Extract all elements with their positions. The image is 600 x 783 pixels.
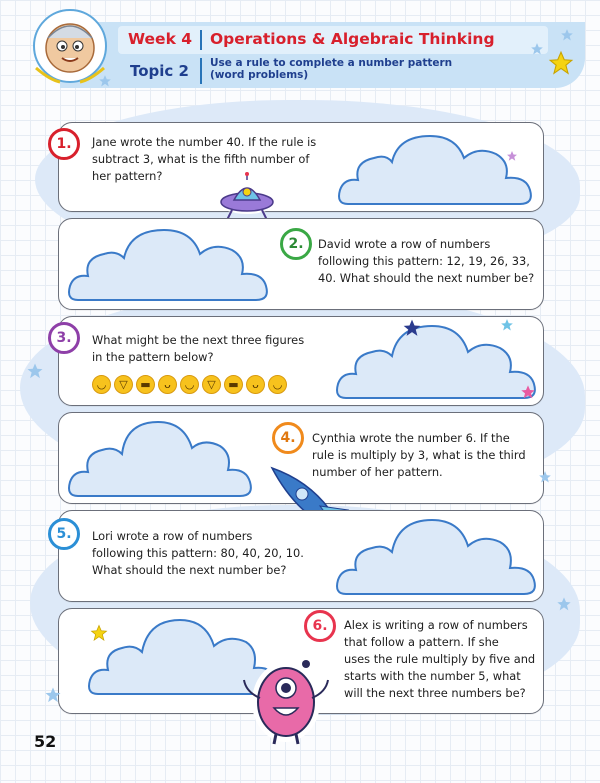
topic-description (210, 57, 452, 81)
question-line: David wrote a row of numbers (318, 237, 491, 251)
question-line: in the pattern below? (92, 350, 214, 364)
question-number-3: 3. (48, 322, 80, 354)
tongue-emoji-icon: ᴗ (246, 375, 265, 394)
star-icon (402, 318, 422, 338)
question-number-6: 6. (304, 610, 336, 642)
question-text-5 (92, 528, 304, 579)
smile-emoji-icon: ◡ (268, 375, 287, 394)
laugh-emoji-icon: ▽ (202, 375, 221, 394)
topic-label: Topic 2 (130, 62, 189, 80)
sunglasses-emoji-icon: ▬ (136, 375, 155, 394)
question-line: 40. What should the next number be? (318, 271, 535, 285)
question-text-2 (318, 236, 534, 287)
question-text-3 (92, 332, 304, 366)
answer-cloud-2[interactable] (66, 222, 272, 304)
answer-cloud-4[interactable] (66, 414, 256, 500)
star-icon (26, 362, 44, 380)
star-icon (530, 42, 544, 56)
topic-description-line: Use a rule to complete a number pattern (210, 57, 453, 69)
sunglasses-emoji-icon: ▬ (224, 375, 243, 394)
question-number-4: 4. (272, 422, 304, 454)
star-icon (506, 150, 518, 162)
question-line: subtract 3, what is the fifth number of (92, 152, 310, 166)
page-number: 52 (34, 732, 57, 751)
question-line: Alex is writing a row of numbers (344, 618, 528, 632)
answer-cloud-1[interactable] (336, 128, 536, 208)
answer-cloud-5[interactable] (334, 512, 538, 598)
star-icon (500, 318, 514, 332)
monster-sticker-icon (236, 652, 336, 746)
header-divider (200, 30, 202, 50)
smile-emoji-icon: ◡ (180, 375, 199, 394)
question-line: her pattern? (92, 169, 163, 183)
star-icon (560, 28, 574, 42)
question-line: rule is multiply by 3, what is the third (312, 448, 526, 462)
question-line: following this pattern: 80, 40, 20, 10. (92, 546, 304, 560)
star-icon (556, 596, 572, 612)
smile-emoji-icon: ◡ (92, 375, 111, 394)
question-line: What might be the next three figures (92, 333, 305, 347)
question-line: What should the next number be? (92, 563, 287, 577)
question-text-6 (344, 617, 535, 702)
header-divider (200, 58, 202, 84)
question-line: Cynthia wrote the number 6. If the (312, 431, 510, 445)
question-line: will the next three numbers be? (344, 686, 526, 700)
star-icon (538, 470, 552, 484)
question-text-1 (92, 134, 316, 185)
topic-description-line: (word problems) (210, 69, 309, 81)
question-line: that follow a pattern. If she (344, 635, 499, 649)
star-icon (44, 686, 62, 704)
tongue-emoji-icon: ᴗ (158, 375, 177, 394)
subject-label: Operations & Algebraic Thinking (210, 30, 495, 48)
question-line: number of her pattern. (312, 465, 443, 479)
question-line: following this pattern: 12, 19, 26, 33, (318, 254, 530, 268)
star-icon (520, 384, 536, 400)
question-line: Jane wrote the number 40. If the rule is (92, 135, 317, 149)
question-number-5: 5. (48, 518, 80, 550)
emoji-pattern-row (92, 375, 287, 394)
question-line: uses the rule multiply by five and (344, 652, 536, 666)
star-icon (98, 74, 112, 88)
question-line: starts with the number 5, what (344, 669, 521, 683)
question-line: Lori wrote a row of numbers (92, 529, 253, 543)
star-icon (548, 50, 574, 76)
star-icon (90, 624, 108, 642)
week-label: Week 4 (128, 30, 193, 48)
question-number-2: 2. (280, 228, 312, 260)
question-number-1: 1. (48, 128, 80, 160)
laugh-emoji-icon: ▽ (114, 375, 133, 394)
